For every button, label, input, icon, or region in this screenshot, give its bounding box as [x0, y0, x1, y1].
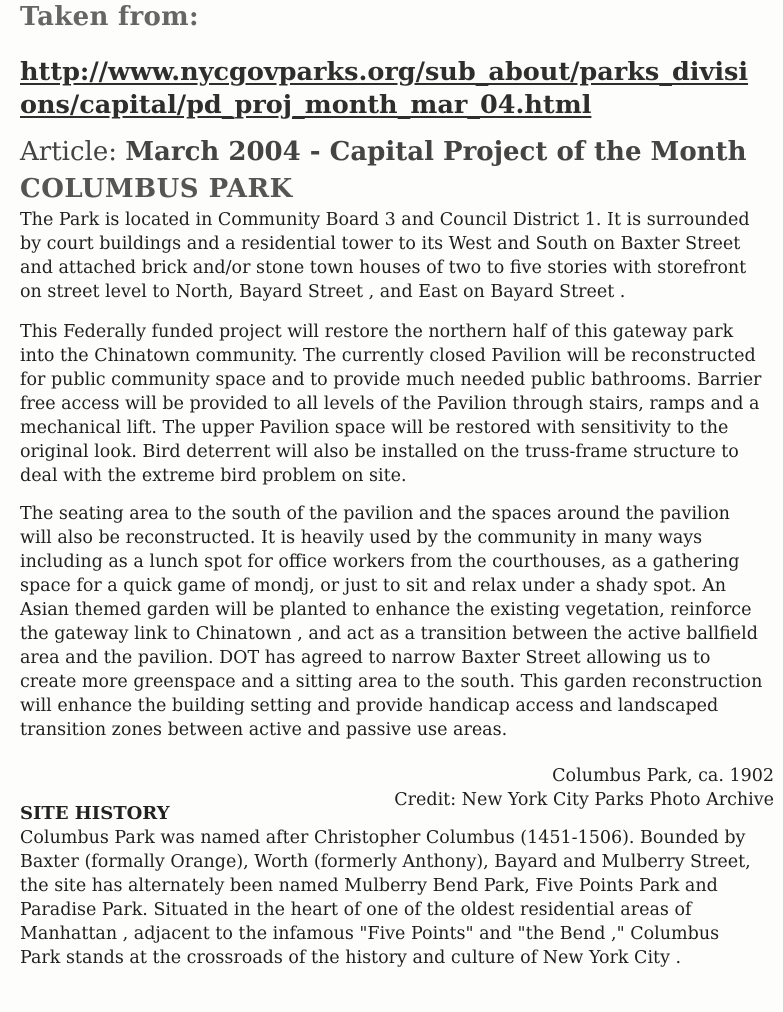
- photo-credit: Credit: New York City Parks Photo Archive: [394, 790, 774, 810]
- source-url-link[interactable]: [20, 56, 780, 122]
- paragraph-line: and attached brick and/or stone town houses of two to five stories with storefront: [20, 258, 747, 278]
- paragraph-line: the gateway link to Chinatown , and act as a transition between the active ballfield: [20, 624, 758, 644]
- article-title-text: March 2004 - Capital Project of the Month: [125, 137, 747, 167]
- paragraph-line: into the Chinatown community. The currently closed Pavilion will be reconstructed: [20, 346, 756, 366]
- park-name-heading: COLUMBUS PARK: [20, 174, 293, 204]
- taken-from-label: Taken from:: [20, 2, 199, 32]
- paragraph-line: The seating area to the south of the pavilion and the spaces around the pavilion: [20, 504, 730, 524]
- paragraph-line: Park stands at the crossroads of the history and culture of New York City .: [20, 948, 682, 968]
- source-url-line-2[interactable]: ons/capital/pd_proj_month_mar_04.html: [20, 90, 592, 120]
- paragraph-line: create more greenspace and a sitting area to the south. This garden reconstruction: [20, 672, 763, 692]
- paragraph-line: including as a lunch spot for office workers from the courthouses, as a gathering: [20, 552, 740, 572]
- photo-caption: Columbus Park, ca. 1902: [552, 766, 774, 786]
- paragraph-line: area and the pavilion. DOT has agreed to narrow Baxter Street allowing us to: [20, 648, 711, 668]
- site-history-heading: SITE HISTORY: [20, 803, 170, 824]
- paragraph-line: the site has alternately been named Mulberry Bend Park, Five Points Park and: [20, 876, 718, 896]
- paragraph-line: space for a quick game of mondj, or just to sit and relax under a shady spot. An: [20, 576, 727, 596]
- paragraph-line: Paradise Park. Situated in the heart of one of the oldest residential areas of: [20, 900, 692, 920]
- paragraph-line: will also be reconstructed. It is heavily used by the community in many ways: [20, 528, 703, 548]
- paragraph-line: Manhattan , adjacent to the infamous "Five Points" and "the Bend ," Columbus: [20, 924, 720, 944]
- paragraph-line: mechanical lift. The upper Pavilion space will be restored with sensitivity to the: [20, 418, 729, 438]
- paragraph-seating-area: [20, 502, 775, 742]
- source-url-line-1[interactable]: http://www.nycgovparks.org/sub_about/parks_divisi: [20, 57, 749, 87]
- paragraph-location: [20, 208, 775, 304]
- paragraph-line: will enhance the building setting and provide handicap access and landscaped: [20, 696, 719, 716]
- paragraph-line: by court buildings and a residential tower to its West and South on Baxter Street: [20, 234, 741, 254]
- article-prefix: Article:: [20, 137, 126, 167]
- paragraph-project: [20, 320, 775, 488]
- paragraph-line: deal with the extreme bird problem on site.: [20, 466, 407, 486]
- paragraph-line: original look. Bird deterrent will also be installed on the truss-frame structure to: [20, 442, 739, 462]
- paragraph-line: for public community space and to provide much needed public bathrooms. Barrier: [20, 370, 762, 390]
- paragraph-line: Asian themed garden will be planted to enhance the existing vegetation, reinforce: [20, 600, 752, 620]
- paragraph-line: on street level to North, Bayard Street , and East on Bayard Street .: [20, 282, 626, 302]
- paragraph-line: Columbus Park was named after Christopher Columbus (1451-1506). Bounded by: [20, 828, 746, 848]
- paragraph-site-history: [20, 826, 775, 970]
- paragraph-line: Baxter (formally Orange), Worth (formerly Anthony), Bayard and Mulberry Street,: [20, 852, 751, 872]
- article-title: [20, 136, 746, 168]
- paragraph-line: free access will be provided to all levels of the Pavilion through stairs, ramps and a: [20, 394, 760, 414]
- paragraph-line: transition zones between active and passive use areas.: [20, 720, 508, 740]
- paragraph-line: This Federally funded project will restore the northern half of this gateway park: [20, 322, 734, 342]
- paragraph-line: The Park is located in Community Board 3 and Council District 1. It is surrounded: [20, 210, 750, 230]
